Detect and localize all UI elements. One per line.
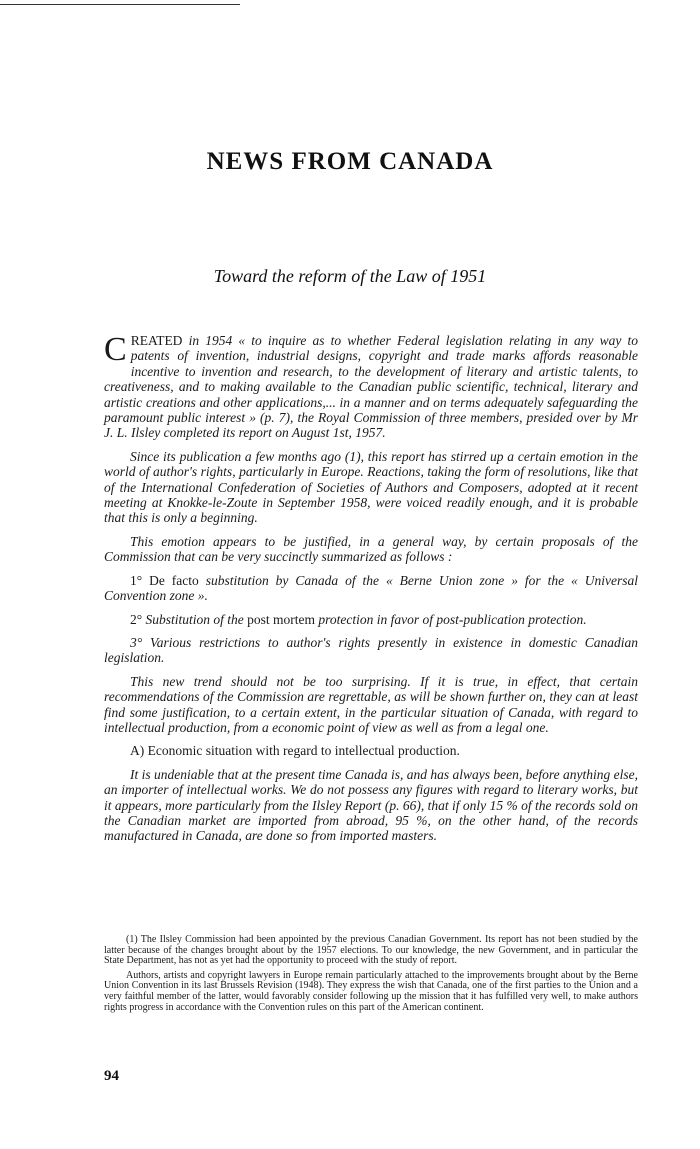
list-item-2-text-b: post mortem (243, 611, 319, 627)
footnote-2: Authors, artists and copyright lawyers in Europe remain particularly attached to the improvements brought about by the Berne Union Convention in its last Brussels Revision (1948). They express the wish that Canada, one of the first parties to the Union and a very faithful member of the latter, would favorably consider following up the mission that it has fulfilled very well, to make authors rights progress in accordance with the Convention rules on this part of the American continent. (104, 969, 638, 1013)
drop-cap: C (104, 331, 127, 368)
paragraph-2: Since its publication a few months ago (1), this report has stirred up a certain emotion in the world of author's rights, particularly in Europe. Reactions, taking the form of resolutions, like that of the International Confederation of Societies of Authors and Composers, adopted at it recent meeting at Knokke-le-Zoute in September 1958, were voiced readily enough, and it is probable that this is only a beginning. (104, 448, 638, 526)
page-number: 94 (104, 1068, 119, 1084)
paragraph-1 (104, 333, 638, 441)
list-item-1-text: substitution by Canada of the « Berne Union zone » for the « Universal Convention zone ». (104, 572, 638, 604)
paragraph-4: This new trend should not be too surprising. If it is true, in effect, that certain recommendations of the Commission are regrettable, as will be shown further on, they can at least find some justification, to a certain extent, in the particular situation of Canada, with regard to intellectual production, from a economic point of view as well as from a legal one. (104, 673, 638, 735)
section-heading-a: A) Economic situation with regard to intellectual production. (130, 743, 460, 759)
paragraph-3: This emotion appears to be justified, in a general way, by certain proposals of the Commission that can be very succinctly summarized as follows : (104, 533, 638, 565)
list-item-1 (104, 573, 638, 604)
list-item-2-text-c: protection in favor of post-publication protection. (318, 611, 587, 627)
page-title: NEWS FROM CANADA (206, 148, 494, 175)
list-item-3: 3° Various restrictions to author's rights presently in existence in domestic Canadian legislation. (104, 634, 638, 666)
paragraph-5: It is undeniable that at the present time Canada is, and has always been, before anything else, an importer of intellectual works. We do not possess any figures with regard to literary works, but it appears, more particularly from the Ilsley Report (p. 66), that if only 15 % of the records sold on the Canadian market are imported from abroad, 95 %, on the other hand, of the records manufactured in Canada, are done so from imported masters. (104, 766, 638, 844)
list-item-1-lead: 1° De facto (130, 572, 206, 588)
article-body (104, 333, 638, 852)
footnote-1: (1) The Ilsley Commission had been appointed by the previous Canadian Government. Its report has not been studied by the latter because of the changes brought about by the 1957 elections. To our knowledge, the new Government, and in particular the State Department, has not as yet had the opportunity to proceed with the study of report. (104, 934, 638, 967)
list-item-2-lead: 2° (130, 611, 146, 627)
list-item-2-text-a: Substitution of the (145, 611, 244, 627)
footnotes (104, 935, 638, 1017)
top-rule (0, 4, 240, 5)
drop-cap-continuation: REATED (130, 333, 183, 348)
paragraph-1-text: in 1954 « to inquire as to whether Federal legislation relating in any way to patents of invention, industrial designs, copyright and trade marks affords reasonable incentive to invention and research, to the development of literary and artistic talents, to creativeness, and to making available to the Canadian public scientific, technical, literary and artistic creations and other applications,... in a manner and on terms adequately safeguarding the paramount public interest » (p. 7), the Royal Commission of three members, presided over by Mr J. L. Ilsley completed its report on August 1st, 1957. (104, 333, 638, 441)
article-subtitle: Toward the reform of the Law of 1951 (213, 266, 487, 286)
list-item-2 (104, 612, 638, 627)
